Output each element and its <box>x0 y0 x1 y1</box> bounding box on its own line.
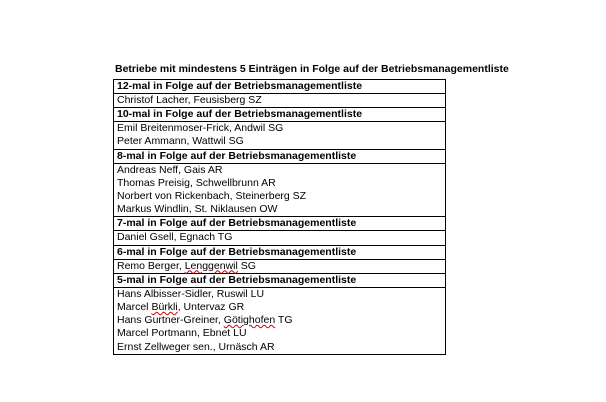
entry-text: Marcel <box>117 301 152 314</box>
entry-line <box>117 341 445 354</box>
entry-text: Markus Windlin, St. Niklausen OW <box>117 203 278 216</box>
entry-line <box>117 164 445 177</box>
entry-text: Andreas Neff, Gais AR <box>117 163 223 176</box>
section-entries-row <box>114 122 446 149</box>
section-header-row <box>114 149 446 163</box>
entry-text: Christof Lacher, Feusisberg SZ <box>117 94 262 106</box>
section-entries <box>114 259 446 273</box>
section-entries <box>114 94 446 108</box>
spellcheck-flagged-word: Lenggenwil <box>184 259 238 272</box>
ranking-table <box>113 79 446 355</box>
entry-text: Peter Ammann, Wattwil SG <box>117 135 244 148</box>
section-header: 6-mal in Folge auf der Betriebsmanagementliste <box>114 245 446 259</box>
section-header-row <box>114 108 446 122</box>
entry-line <box>117 177 445 190</box>
entry-text: Remo Berger, <box>117 259 185 272</box>
section-entries <box>114 287 446 354</box>
entry-line <box>117 135 445 148</box>
entry-line <box>117 327 445 340</box>
entry-text: Norbert von Rickenbach, Steinerberg SZ <box>117 190 307 203</box>
section-entries-row <box>114 163 446 217</box>
entry-line <box>117 231 445 244</box>
entry-line <box>117 301 445 314</box>
entry-text: Ernst Zellweger sen., Urnäsch AR <box>117 340 275 353</box>
entry-line <box>117 94 445 107</box>
entry-text: Marcel Portmann, Ebnet LU <box>117 327 247 340</box>
section-entries <box>114 122 446 149</box>
entry-line <box>117 190 445 203</box>
entry-text: SG <box>237 259 256 272</box>
section-entries <box>114 163 446 217</box>
section-header: 12-mal in Folge auf der Betriebsmanagementliste <box>114 80 446 94</box>
section-header: 7-mal in Folge auf der Betriebsmanagementliste <box>114 217 446 231</box>
section-header: 8-mal in Folge auf der Betriebsmanagementliste <box>114 149 446 163</box>
section-entries-row <box>114 94 446 108</box>
section-header-row <box>114 245 446 259</box>
section-header-row <box>114 217 446 231</box>
entry-text: Hans Albisser-Sidler, Ruswil LU <box>117 287 265 300</box>
entry-line <box>117 314 445 327</box>
entry-text: Emil Breitenmoser-Frick, Andwil SG <box>117 122 284 135</box>
section-header: 5-mal in Folge auf der Betriebsmanagementliste <box>114 273 446 287</box>
entry-line <box>117 122 445 135</box>
section-entries <box>114 231 446 245</box>
section-header-row <box>114 273 446 287</box>
entry-line <box>117 288 445 301</box>
entry-line <box>117 203 445 216</box>
entry-text: Hans Gurtner-Greiner, <box>117 314 224 327</box>
section-header-row <box>114 80 446 94</box>
entry-text: , Untervaz GR <box>177 301 245 314</box>
section-header: 10-mal in Folge auf der Betriebsmanagementliste <box>114 108 446 122</box>
entry-text: Thomas Preisig, Schwellbrunn AR <box>117 176 276 189</box>
entry-text: Daniel Gsell, Egnach TG <box>117 231 233 244</box>
document-title: Betriebe mit mindestens 5 Einträgen in Folge auf der Betriebsmanagementliste <box>115 63 509 75</box>
section-entries-row <box>114 287 446 354</box>
entry-line <box>117 260 445 273</box>
spellcheck-flagged-word: Bürkli <box>151 301 178 314</box>
section-entries-row <box>114 259 446 273</box>
spellcheck-flagged-word: Götighofen <box>223 314 276 327</box>
entry-text: TG <box>275 314 293 327</box>
section-entries-row <box>114 231 446 245</box>
